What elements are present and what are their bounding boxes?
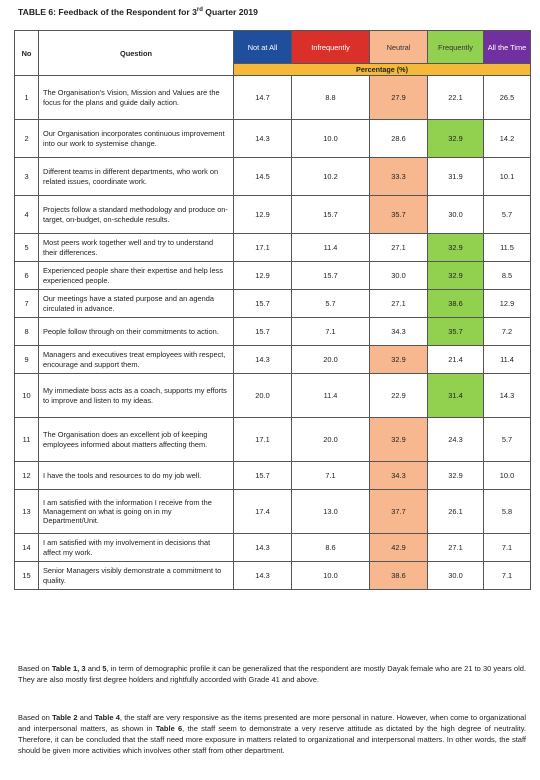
row-value: 32.9 <box>428 462 484 490</box>
row-value: 10.2 <box>292 158 370 196</box>
row-number: 12 <box>15 462 39 490</box>
row-value: 13.0 <box>292 490 370 534</box>
row-question: I am satisfied with the information I receive from the Management on what is going on in my Department/Unit. <box>39 490 234 534</box>
row-value: 11.5 <box>484 234 531 262</box>
row-value: 38.6 <box>428 290 484 318</box>
row-question: My immediate boss acts as a coach, supports my efforts to improve and listen to my ideas. <box>39 374 234 418</box>
row-value: 27.1 <box>428 534 484 562</box>
table-row <box>15 374 531 418</box>
table-row <box>15 418 531 462</box>
header-all-the-time: All the Time <box>484 31 531 64</box>
row-value: 26.1 <box>428 490 484 534</box>
row-value: 7.1 <box>292 318 370 346</box>
row-value: 32.9 <box>370 418 428 462</box>
paragraph-2 <box>18 713 526 757</box>
row-value: 35.7 <box>428 318 484 346</box>
row-value: 14.5 <box>234 158 292 196</box>
row-value: 14.3 <box>234 346 292 374</box>
row-number: 10 <box>15 374 39 418</box>
row-value: 12.9 <box>234 196 292 234</box>
row-value: 8.6 <box>292 534 370 562</box>
row-value: 26.5 <box>484 76 531 120</box>
row-number: 13 <box>15 490 39 534</box>
row-number: 15 <box>15 562 39 590</box>
row-value: 30.0 <box>428 196 484 234</box>
row-value: 10.0 <box>292 562 370 590</box>
paragraph-segment: Table 4 <box>94 713 120 722</box>
row-value: 22.9 <box>370 374 428 418</box>
paragraph-segment: , the staff are very responsive as the items presented are more personal in nature. However, when come to organizational and interpersonal matters, as shown in <box>18 713 526 733</box>
feedback-table <box>14 30 531 590</box>
row-value: 7.2 <box>484 318 531 346</box>
row-value: 14.7 <box>234 76 292 120</box>
row-question: Our meetings have a stated purpose and an agenda circulated in advance. <box>39 290 234 318</box>
row-value: 17.1 <box>234 418 292 462</box>
table-row <box>15 234 531 262</box>
row-value: 14.3 <box>234 120 292 158</box>
header-question: Question <box>39 31 234 76</box>
paragraph-segment: Table 6 <box>155 723 183 733</box>
row-question: I have the tools and resources to do my job well. <box>39 462 234 490</box>
paragraph-segment: and <box>85 664 103 673</box>
table-row <box>15 120 531 158</box>
row-value: 10.0 <box>292 120 370 158</box>
row-value: 14.3 <box>484 374 531 418</box>
row-value: 37.7 <box>370 490 428 534</box>
row-value: 20.0 <box>292 346 370 374</box>
row-value: 14.3 <box>234 562 292 590</box>
row-value: 12.9 <box>234 262 292 290</box>
table-row <box>15 262 531 290</box>
table-row <box>15 76 531 120</box>
row-value: 7.1 <box>484 562 531 590</box>
row-value: 28.6 <box>370 120 428 158</box>
row-value: 8.5 <box>484 262 531 290</box>
row-number: 7 <box>15 290 39 318</box>
header-infrequently: Infrequently <box>292 31 370 64</box>
row-value: 31.9 <box>428 158 484 196</box>
row-value: 15.7 <box>292 196 370 234</box>
row-number: 5 <box>15 234 39 262</box>
row-value: 27.1 <box>370 234 428 262</box>
table-title: TABLE 6: Feedback of the Respondent for 3rd Quarter 2019 <box>18 7 258 17</box>
table-row <box>15 346 531 374</box>
row-number: 4 <box>15 196 39 234</box>
row-number: 14 <box>15 534 39 562</box>
row-question: Different teams in different departments, who work on related issues, coordinate work. <box>39 158 234 196</box>
table-row <box>15 562 531 590</box>
row-value: 27.9 <box>370 76 428 120</box>
paragraph-1 <box>18 664 526 686</box>
row-value: 11.4 <box>484 346 531 374</box>
row-value: 5.7 <box>484 196 531 234</box>
row-question: Projects follow a standard methodology and produce on-target, on-budget, on-schedule results. <box>39 196 234 234</box>
row-value: 42.9 <box>370 534 428 562</box>
row-value: 15.7 <box>234 290 292 318</box>
header-not-at-all: Not at All <box>234 31 292 64</box>
row-question: I am satisfied with my involvement in decisions that affect my work. <box>39 534 234 562</box>
row-value: 5.8 <box>484 490 531 534</box>
row-value: 34.3 <box>370 318 428 346</box>
paragraph-segment: , the staff seem to demonstrate a very reserve attitude as dictated by the high degree of neutrality. Therefore, it can be concluded that the staff need more exposure in matters related to organizational and interpersonal matters. In other words, the staff should be given more activities which involves other staff from other department. <box>18 723 526 755</box>
paragraph-segment: and <box>77 713 95 722</box>
row-value: 12.9 <box>484 290 531 318</box>
row-value: 11.4 <box>292 234 370 262</box>
row-value: 5.7 <box>292 290 370 318</box>
row-value: 24.3 <box>428 418 484 462</box>
row-value: 32.9 <box>428 262 484 290</box>
row-number: 1 <box>15 76 39 120</box>
row-number: 6 <box>15 262 39 290</box>
row-value: 34.3 <box>370 462 428 490</box>
row-question: Most peers work together well and try to understand their differences. <box>39 234 234 262</box>
table-row <box>15 318 531 346</box>
row-value: 30.0 <box>428 562 484 590</box>
row-value: 32.9 <box>370 346 428 374</box>
row-value: 8.8 <box>292 76 370 120</box>
row-question: People follow through on their commitments to action. <box>39 318 234 346</box>
row-value: 31.4 <box>428 374 484 418</box>
row-question: Our Organisation incorporates continuous improvement into our work to systemise change. <box>39 120 234 158</box>
row-value: 11.4 <box>292 374 370 418</box>
row-number: 9 <box>15 346 39 374</box>
row-question: Managers and executives treat employees with respect, encourage and support them. <box>39 346 234 374</box>
percentage-header: Percentage (%) <box>234 64 531 76</box>
row-question: Experienced people share their expertise and help less experienced people. <box>39 262 234 290</box>
row-number: 8 <box>15 318 39 346</box>
row-value: 22.1 <box>428 76 484 120</box>
row-value: 10.1 <box>484 158 531 196</box>
row-value: 21.4 <box>428 346 484 374</box>
paragraph-segment: 5 <box>102 664 107 673</box>
row-number: 3 <box>15 158 39 196</box>
row-value: 32.9 <box>428 120 484 158</box>
row-number: 2 <box>15 120 39 158</box>
row-value: 27.1 <box>370 290 428 318</box>
row-value: 38.6 <box>370 562 428 590</box>
row-value: 15.7 <box>234 462 292 490</box>
header-frequently: Frequently <box>428 31 484 64</box>
row-question: Senior Managers visibly demonstrate a commitment to quality. <box>39 562 234 590</box>
row-value: 7.1 <box>292 462 370 490</box>
row-value: 32.9 <box>428 234 484 262</box>
row-value: 20.0 <box>234 374 292 418</box>
row-value: 14.3 <box>234 534 292 562</box>
row-value: 30.0 <box>370 262 428 290</box>
table-row <box>15 158 531 196</box>
row-number: 11 <box>15 418 39 462</box>
row-question: The Organisation's Vision, Mission and Values are the focus for the plans and guide daily action. <box>39 76 234 120</box>
table-row <box>15 534 531 562</box>
row-value: 7.1 <box>484 534 531 562</box>
table-row <box>15 290 531 318</box>
row-value: 17.1 <box>234 234 292 262</box>
row-value: 17.4 <box>234 490 292 534</box>
paragraph-segment: Table 2 <box>52 713 78 722</box>
paragraph-segment: Based on <box>18 713 53 722</box>
header-neutral: Neutral <box>370 31 428 64</box>
row-value: 35.7 <box>370 196 428 234</box>
paragraph-segment: Based on <box>18 664 52 673</box>
row-value: 10.0 <box>484 462 531 490</box>
row-value: 33.3 <box>370 158 428 196</box>
row-question: The Organisation does an excellent job of keeping employees informed about matters affecting them. <box>39 418 234 462</box>
paragraph-segment: Table 1, 3 <box>51 664 86 673</box>
table-row <box>15 490 531 534</box>
row-value: 15.7 <box>234 318 292 346</box>
row-value: 14.2 <box>484 120 531 158</box>
header-no: No <box>15 31 39 76</box>
paragraph-segment: , in term of demographic profile it can be generalized that the respondent are mostly Dayak female who are 21 to 30 years old. They are also mostly first degree holders and rightfully accorded with Grade 41 and above. <box>18 664 526 684</box>
row-value: 15.7 <box>292 262 370 290</box>
row-value: 20.0 <box>292 418 370 462</box>
table-row <box>15 196 531 234</box>
row-value: 5.7 <box>484 418 531 462</box>
table-row <box>15 462 531 490</box>
